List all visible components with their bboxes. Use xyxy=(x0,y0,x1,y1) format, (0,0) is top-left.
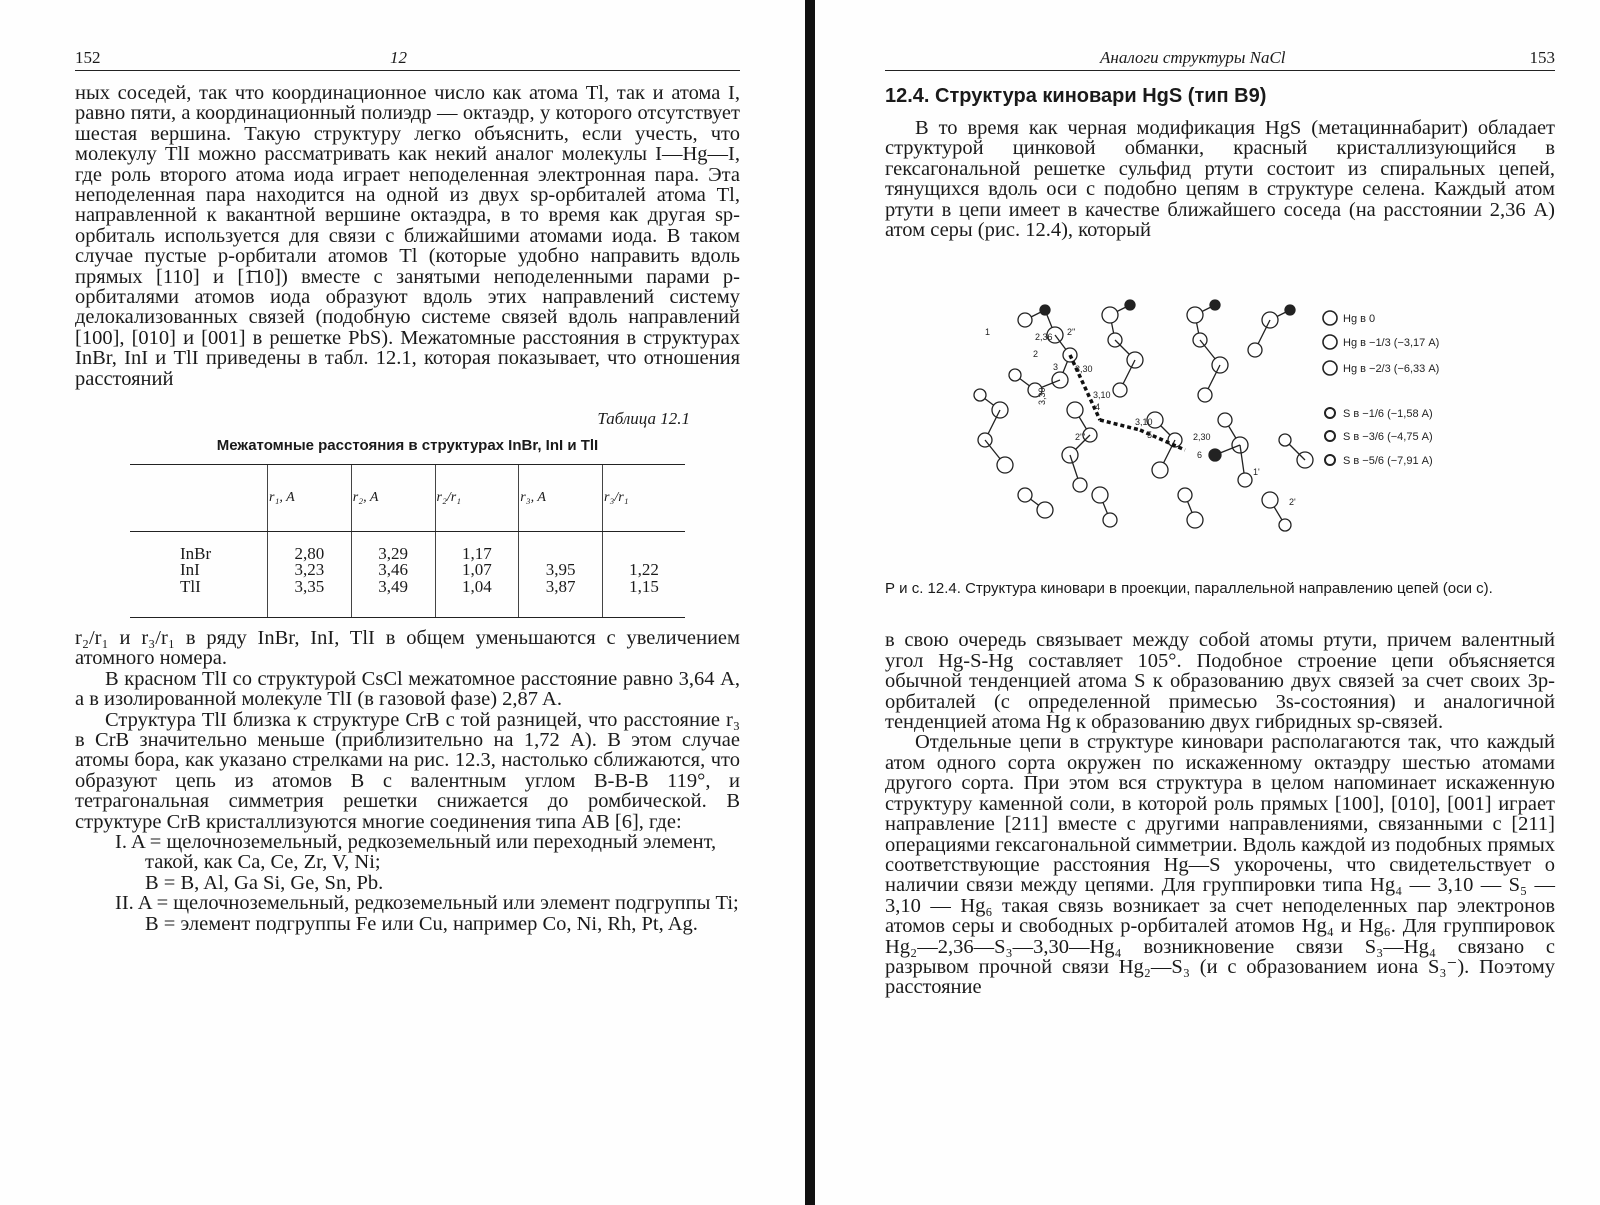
atom-label: 2' xyxy=(1289,497,1296,508)
page-number: 152 xyxy=(75,48,101,67)
legend-item: Hg в −1/3 (−3,17 A) xyxy=(1343,337,1440,350)
running-head: Аналоги структуры NaCl xyxy=(1100,48,1286,67)
list-number: I. xyxy=(115,830,127,853)
left-page-header xyxy=(75,40,740,71)
table-cell: 3,35 xyxy=(294,576,325,596)
distance-label: 3,10 xyxy=(1135,417,1153,428)
paragraph: Отдельные цепи в структуре киновари располагаются так, что каждый атом одного сорта окружен по искаженному октаэдру шестью атомами другого сорта. При этом вся структура в целом напоминает искаженную структуру каменной соли, в которой роль прямых [100], [010], [001] играет направление [211] вместе с другими направлениями, связанными с [211] операциями гексагональной симметрии. Вдоль каждой из подобных прямых соответствующие расстояния Hg—S укорочены, что свидетельствует о наличии связи между цепями. Для группировки типа Hg₄ — 3,10 — S₅ — 3,10 — Hg₆ такая связь возникает за счет неподеленных пар электронов атомов серы и свободных p-орбиталей атомов Hg₄ и Hg₆. Для группировок Hg₂—2,36—S₃—3,30—Hg₄ возникновение связи S₃—Hg₄ связано с разрывом прочной связи Hg₂—S₃ (и с образованием иона S₃⁻). Поэтому расстояние xyxy=(885,731,1555,999)
paragraph: r₂/r₁ и r₃/r₁ в ряду InBr, InI, TlI в общем уменьшаются с увеличением атомного номера. xyxy=(75,626,740,670)
distance-label: 2,36 xyxy=(1035,332,1053,343)
right-page xyxy=(885,40,1555,998)
structure-figure xyxy=(885,280,1555,580)
table-cell: InI xyxy=(180,560,200,580)
definition-list xyxy=(115,832,740,934)
table-header: r₃, A xyxy=(519,464,603,531)
list-text: A = щелочноземельный, редкоземельный или элемент подгруппы Ti; xyxy=(137,892,739,915)
table-caption: Таблица 12.1 xyxy=(597,409,690,429)
atom-label: 6 xyxy=(1197,450,1203,461)
table-row xyxy=(130,531,685,617)
right-page-header xyxy=(885,40,1555,71)
legend-item: S в −5/6 (−7,91 A) xyxy=(1343,455,1433,468)
legend-item: S в −3/6 (−4,75 A) xyxy=(1343,431,1433,444)
atom-label: 4 xyxy=(1095,402,1101,413)
table-cell: 1,17 xyxy=(462,543,492,563)
atom-chains xyxy=(974,300,1313,531)
distance-label: 3,30 xyxy=(1075,364,1093,375)
atom-label: 1' xyxy=(1253,467,1260,478)
table-header: r₃/r₁ xyxy=(603,464,686,531)
list-text: A = щелочноземельный, редкоземельный или переходный элемент, такой, как Ca, Ce, Zr, V, Ni; xyxy=(130,830,717,874)
atom-label: 1 xyxy=(985,327,991,338)
table-cell: TlI xyxy=(180,576,201,596)
list-item xyxy=(115,832,740,873)
table-header: r₁, A xyxy=(268,464,352,531)
list-subitem: B = B, Al, Ga Si, Ge, Sn, Pb. xyxy=(145,871,384,894)
data-table xyxy=(130,464,685,618)
figure-legend xyxy=(1323,311,1439,467)
distance-label: 2,30 xyxy=(1193,432,1211,443)
table-cell: 3,29 xyxy=(378,543,408,563)
table-cell: 2,80 xyxy=(294,543,325,563)
list-item xyxy=(115,893,740,913)
atom-label: 2''' xyxy=(1075,432,1086,443)
table-cell: 3,23 xyxy=(294,560,325,580)
paragraph: Структура TlI близка к структуре CrB с той разницей, что расстояние r₃ в CrB значительно меньше (приблизительно на 1,72 A). В этом случае атомы бора, как указано стрелками на рис. 12.3, настолько сближаются, что образуют цепь из атомов B с валентным углом B-B-B 119°, и тетрагональная симметрия решетки снижается до ромбической. В структуре CrB кристаллизуются многие соединения типа AB [6], где: xyxy=(75,708,740,833)
page-number: 153 xyxy=(1529,48,1555,67)
figure-caption: Р и с. 12.4. Структура киновари в проекции, параллельной направлению цепей (оси c). xyxy=(885,580,1493,598)
left-page xyxy=(75,40,740,934)
distance-label: 3,10 xyxy=(1093,390,1111,401)
atom-label: 2'' xyxy=(1067,327,1076,338)
paragraph: ных соседей, так что координационное число как атома Tl, так и атома I, равно пяти, а координационный полиэдр — октаэдр, у которого отсутствует шестая вершина. Такую структуру легко объяснить, если учесть, что молекулу TlI можно рассматривать как некий аналог молекулы I—Hg—I, где роль второго атома иода играет неподеленная электронная пара. Эта неподеленная пара находится на одной из двух sp-орбиталей атома Tl, направленной к вакантной вершине октаэдра, в то время как другая sp-орбиталь используется для связи с ближайшими атомами иода. В таком случае пустые p-орбитали атомов Tl (которые удобно направить вдоль прямых [110] и [1̄10]) вместе с занятыми неподеленными парами p-орбиталями атомов иода образуют вдоль этих направлений систему делокализованных связей (подобную системе связей вдоль направлений [100], [010] и [001] в решетке PbS). Межатомные расстояния в структурах InBr, InI и TlI приведены в табл. 12.1, которая показывает, что отношения расстояний xyxy=(75,82,740,390)
table-cell: 3,95 xyxy=(545,560,576,580)
chapter-number: 12 xyxy=(390,48,407,67)
paragraph: В красном TlI со структурой CsCl межатомное расстояние равно 3,64 A, а в изолированной молекуле TlI (в газовой фазе) 2,87 A. xyxy=(75,667,740,711)
legend-item: Hg в −2/3 (−6,33 A) xyxy=(1343,363,1440,376)
table-header: r₂/r₁ xyxy=(435,464,519,531)
table-header xyxy=(130,464,268,531)
distance-label: 3,30 xyxy=(1037,387,1047,406)
table-cell: 3,87 xyxy=(545,576,576,596)
legend-item: S в −1/6 (−1,58 A) xyxy=(1343,408,1433,421)
paragraph: в свою очередь связывает между собой атомы ртути, причем валентный угол Hg-S-Hg составляет 105°. Подобное строение цепи объясняется обычной тенденцией атома S к образованию двух связей за счет своих 3p-орбиталей (с определенной примесью 3s-состояния) и аналогичной тенденцией атома Hg к образованию двух гибридных sp-связей. xyxy=(885,629,1555,734)
table-header: r₂, A xyxy=(351,464,435,531)
table-cell: 3,49 xyxy=(378,576,408,596)
table-cell: 1,15 xyxy=(629,576,659,596)
atom-label: 5 xyxy=(1147,430,1153,441)
legend-item: Hg в 0 xyxy=(1343,313,1376,326)
table-cell: 3,46 xyxy=(378,560,408,580)
table-cell: 1,07 xyxy=(462,560,492,580)
table-cell: 1,22 xyxy=(629,560,659,580)
table-cell: 1,04 xyxy=(462,576,492,596)
paragraph: В то время как черная модификация HgS (метациннабарит) обладает структурой цинковой обманки, красный кристаллизующийся в гексагональной решетке сульфид ртути состоит из спиральных цепей, тянущихся вдоль оси c подобно цепям в структуре селена. Каждый атом ртути в цепи имеет в качестве ближайшего соседа (на расстоянии 2,36 A) атом серы (рис. 12.4), который xyxy=(885,117,1555,242)
table-title: Межатомные расстояния в структурах InBr, InI и TlI xyxy=(216,436,599,454)
section-title: 12.4. Структура киновари HgS (тип B9) xyxy=(885,85,1267,107)
book-spine xyxy=(805,0,815,1205)
cinnabar-structure-diagram xyxy=(885,280,1555,580)
atom-label: 3 xyxy=(1053,362,1059,373)
table-header-row xyxy=(130,464,685,531)
list-number: II. xyxy=(115,892,134,915)
atom-label: 2 xyxy=(1033,349,1039,360)
list-subitem: B = элемент подгруппы Fe или Cu, например Co, Ni, Rh, Pt, Ag. xyxy=(145,912,698,935)
table-cell: InBr xyxy=(180,543,212,563)
